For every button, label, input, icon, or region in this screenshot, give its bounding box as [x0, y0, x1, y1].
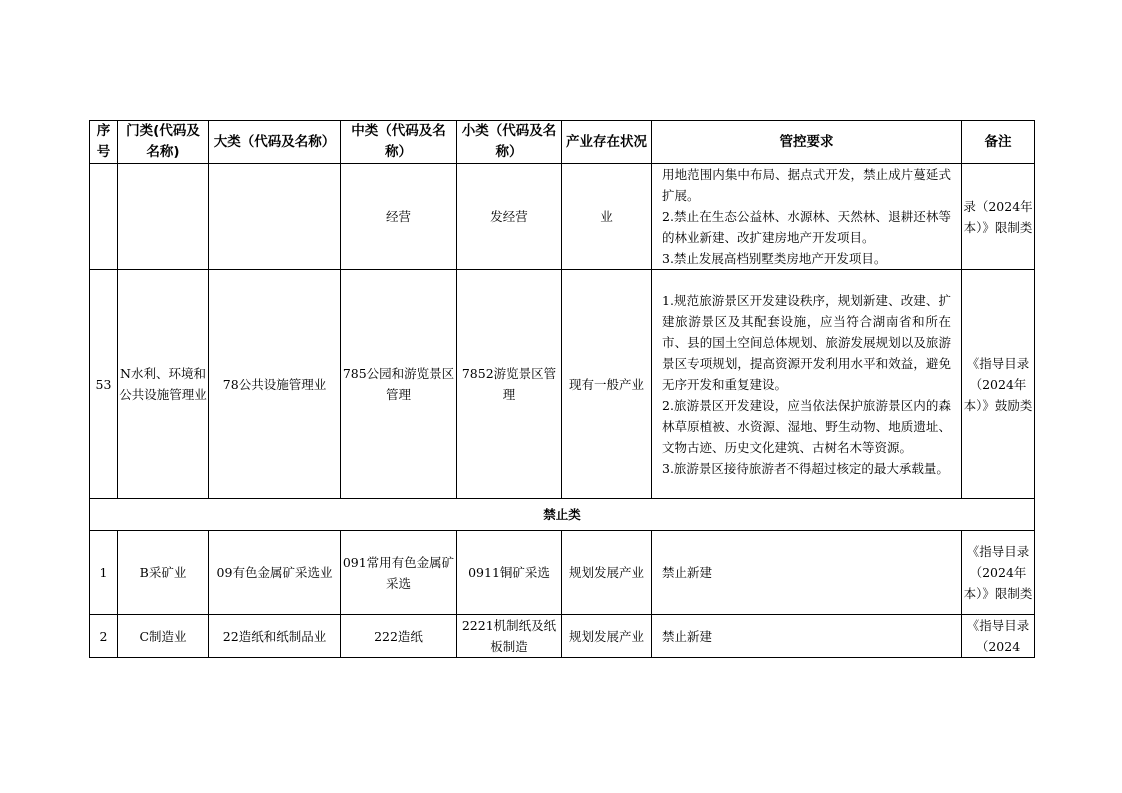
- section-label: 禁止类: [90, 499, 1035, 531]
- requirement-item: 用地范围内集中布局、据点式开发，禁止成片蔓延式扩展。: [662, 167, 951, 203]
- cell-seq: [90, 164, 118, 270]
- industry-control-table: [89, 120, 1035, 658]
- requirement-item: 1.规范旅游景区开发建设秩序，规划新建、改建、扩建旅游景区及其配套设施，应当符合湖南省和所在市、县的国土空间总体规划、旅游发展规划以及旅游景区专项规划，提高资源开发利用水平和效益，避免无序开发和重复建设。: [662, 292, 951, 392]
- table-header-row: [90, 121, 1035, 164]
- cell-major: 78公共设施管理业: [209, 270, 341, 499]
- cell-requirements: 禁止新建: [652, 615, 962, 658]
- header-middle: 中类（代码及名称）: [341, 121, 457, 164]
- cell-seq: 53: [90, 270, 118, 499]
- table-row: [90, 270, 1035, 499]
- cell-category: N水利、环境和公共设施管理业: [118, 270, 209, 499]
- cell-middle: 785公园和游览景区管理: [341, 270, 457, 499]
- table-row: [90, 164, 1035, 270]
- cell-major: [209, 164, 341, 270]
- cell-major: 22造纸和纸制品业: [209, 615, 341, 658]
- cell-minor: 2221机制纸及纸板制造: [457, 615, 562, 658]
- cell-minor: 7852游览景区管理: [457, 270, 562, 499]
- cell-minor: 发经营: [457, 164, 562, 270]
- cell-major: 09有色金属矿采选业: [209, 531, 341, 615]
- header-seq: 序号: [90, 121, 118, 164]
- cell-category: B采矿业: [118, 531, 209, 615]
- requirement-item: 3.禁止发展高档别墅类房地产开发项目。: [662, 251, 887, 266]
- cell-seq: 1: [90, 531, 118, 615]
- cell-remarks: 《指导目录（2024年本）》限制类: [962, 531, 1035, 615]
- header-major: 大类（代码及名称）: [209, 121, 341, 164]
- cell-status: 业: [562, 164, 652, 270]
- cell-seq: 2: [90, 615, 118, 658]
- cell-middle: 经营: [341, 164, 457, 270]
- cell-status: 现有一般产业: [562, 270, 652, 499]
- header-remarks: 备注: [962, 121, 1035, 164]
- header-minor: 小类（代码及名称）: [457, 121, 562, 164]
- requirement-item: 2.旅游景区开发建设，应当依法保护旅游景区内的森林草原植被、水资源、湿地、野生动物、地质遗址、文物古迹、历史文化建筑、古树名木等资源。: [662, 397, 951, 455]
- section-heading-row: [90, 499, 1035, 531]
- cell-requirements: [652, 270, 962, 499]
- cell-middle: 222造纸: [341, 615, 457, 658]
- header-requirements: 管控要求: [652, 121, 962, 164]
- cell-remarks: 《指导目录（2024: [962, 615, 1035, 658]
- cell-category: C制造业: [118, 615, 209, 658]
- header-category: 门类(代码及名称): [118, 121, 209, 164]
- requirement-item: 3.旅游景区接待旅游者不得超过核定的最大承载量。: [662, 460, 949, 476]
- cell-middle: 091常用有色金属矿采选: [341, 531, 457, 615]
- cell-requirements: [652, 164, 962, 270]
- requirement-item: 2.禁止在生态公益林、水源林、天然林、退耕还林等的林业新建、改扩建房地产开发项目。: [662, 209, 951, 245]
- cell-requirements: 禁止新建: [652, 531, 962, 615]
- cell-remarks: 录（2024年本）》限制类: [962, 164, 1035, 270]
- table-row: [90, 531, 1035, 615]
- cell-minor: 0911铜矿采选: [457, 531, 562, 615]
- cell-status: 规划发展产业: [562, 615, 652, 658]
- header-status: 产业存在状况: [562, 121, 652, 164]
- cell-remarks: 《指导目录（2024年本）》鼓励类: [962, 270, 1035, 499]
- cell-category: [118, 164, 209, 270]
- table-row: [90, 615, 1035, 658]
- cell-status: 规划发展产业: [562, 531, 652, 615]
